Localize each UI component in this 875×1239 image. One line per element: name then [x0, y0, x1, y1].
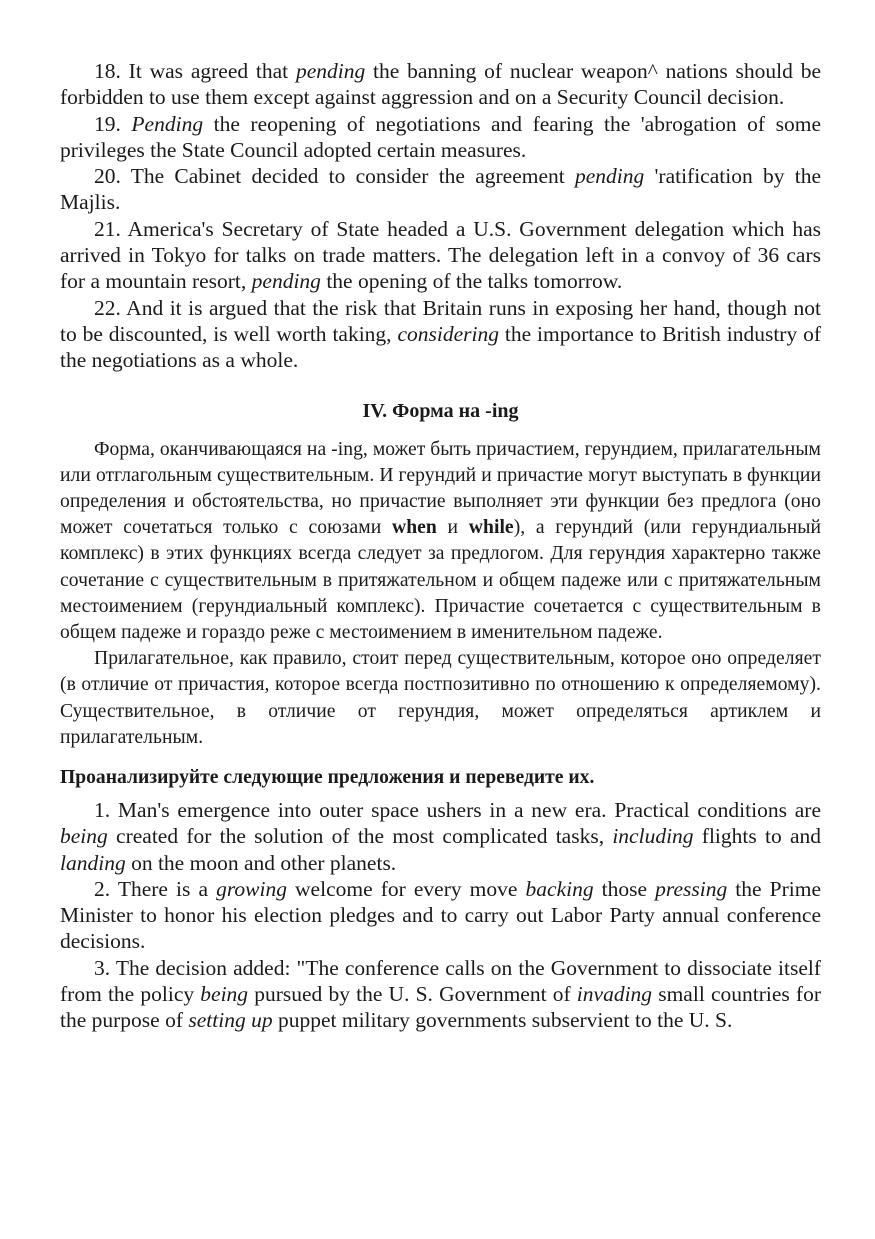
text-run: created for the solution of the most complicated tasks,	[107, 824, 613, 849]
italic-term: pending	[251, 269, 321, 294]
exercises-paragraph-1	[60, 797, 821, 876]
text-run: и	[436, 517, 469, 539]
italic-term: pending	[295, 59, 366, 83]
italic-term: pressing	[655, 876, 728, 901]
text-run: pursued by the U. S. Government of	[248, 982, 577, 1007]
top-items	[60, 58, 821, 374]
italic-term: being	[60, 824, 108, 849]
text-run: the banning of nuclear weapon^ nations should be forbidden to use them except against aggression and on a Security Council decision.	[60, 59, 821, 110]
text-run: the importance to British industry of the negotiations as a whole.	[60, 321, 822, 373]
bold-term: when	[392, 517, 437, 539]
italic-term: landing	[60, 850, 126, 875]
top_items-paragraph-21	[60, 216, 821, 295]
text-run: small countries for the purpose of	[60, 982, 821, 1033]
italic-term: setting up	[188, 1008, 273, 1033]
italic-term: being	[200, 982, 249, 1007]
document-page	[60, 58, 821, 1034]
task-heading: Проанализируйте следующие предложения и переведите их.	[60, 767, 595, 788]
text-run: 21. America's Secretary of State headed a U.S. Government delegation which has arrived in Tokyo for talks on trade matters. The delegation left in a convoy of 36 cars for a mountain resort,	[60, 216, 821, 294]
top_items-paragraph-18	[60, 58, 821, 111]
exercises	[60, 797, 821, 1034]
italic-term: backing	[525, 876, 594, 901]
italic-term: including	[612, 824, 694, 849]
text-run: the Prime Minister to honor his election pledges and to carry out Labor Party annual conference decisions.	[60, 876, 821, 954]
exercises-paragraph-3	[60, 955, 821, 1034]
section-heading: IV. Форма на -ing	[362, 399, 519, 422]
text-run: welcome for every move	[286, 876, 526, 901]
text-run: 22. And it is argued that the risk that Britain runs in exposing her hand, though not to be discounted, is well worth taking,	[60, 295, 821, 346]
italic-term: pending	[575, 164, 645, 189]
text-run: ), а герундий (или герундиальный комплекс) в этих функциях всегда следует за предлогом. Для герундия характерно также сочетание с существительным в притяжательном и общем падеже или с притяжательным местоимением (герундиальный комплекс). Причастие сочетается с существительным в общем падеже и гораздо реже с местоимением в именительном падеже.	[60, 517, 822, 643]
text-run: 1. Man's emergence into outer space ushers in a new era. Practical conditions are	[94, 798, 821, 822]
text-run: Прилагательное, как правило, стоит перед существительным, которое оно определяет (в отличие от причастия, которое всегда постпозитивно по отношению к определяемому). Существительное, в отличие от герундия, может определяться артиклем и прилагательным.	[60, 648, 821, 748]
text-run: those	[593, 876, 656, 901]
bold-term: while	[468, 517, 514, 539]
exercises-paragraph-2	[60, 876, 821, 955]
text-run: puppet military governments subservient to the U. S.	[272, 1008, 733, 1033]
theory-text	[60, 437, 821, 751]
text-run: 18. It was agreed that	[94, 59, 296, 83]
text-run: 'ratification by the Majlis.	[60, 164, 821, 215]
italic-term: invading	[576, 982, 653, 1007]
italic-term: Pending	[131, 111, 204, 136]
italic-term: growing	[216, 876, 287, 901]
text-run: on the moon and other planets.	[125, 850, 397, 875]
top_items-paragraph-19	[60, 111, 821, 164]
text-run: the reopening of negotiations and fearing the 'abrogation of some privileges the State Council adopted certain measures.	[60, 111, 821, 162]
text-run: Форма, оканчивающаяся на -ing, может быть причастием, герундием, прилагательным или отглагольным существительным. И герундий и причастие могут выступать в функции определения и обстоятельства, но причастие выполняет эти функции без предлога (оно может сочетаться только с союзами	[60, 438, 821, 539]
text-run: 20. The Cabinet decided to consider the agreement	[94, 164, 575, 189]
text-run: 3. The decision added: "The conference calls on the Government to dissociate itself from the policy	[60, 955, 821, 1007]
text-run: flights to and	[693, 824, 821, 849]
theory-paragraph-p1	[60, 437, 821, 647]
text-run: 19.	[94, 111, 132, 136]
text-run: the opening of the talks tomorrow.	[320, 269, 623, 294]
top_items-paragraph-20	[60, 163, 821, 216]
italic-term: considering	[397, 321, 499, 346]
top_items-paragraph-22	[60, 295, 821, 374]
theory-paragraph-p2	[60, 646, 821, 751]
text-run: 2. There is a	[94, 876, 217, 901]
